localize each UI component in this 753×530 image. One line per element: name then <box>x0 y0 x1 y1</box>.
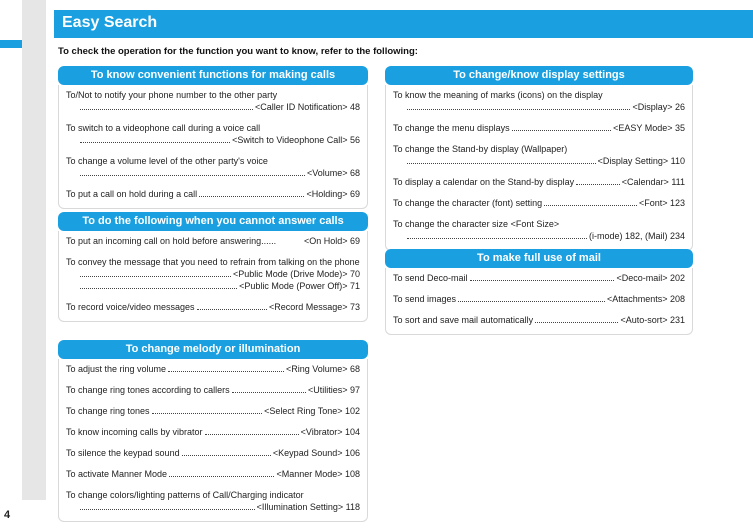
list-item[interactable]: To change ring tones <Select Ring Tone> 102 <box>66 406 360 416</box>
sidebar <box>0 0 48 530</box>
sidebar-strip <box>22 0 46 500</box>
section-body <box>58 231 368 322</box>
section-mail <box>385 249 693 335</box>
list-item[interactable]: To change the menu displays <EASY Mode> 35 <box>393 123 685 133</box>
section-cannot-answer <box>58 212 368 322</box>
page-header <box>54 10 753 38</box>
section-display-settings <box>385 66 693 251</box>
list-item[interactable]: To change the character size <Font Size> (i-mode) 182, (Mail) 234 <box>393 219 685 241</box>
page-title: Easy Search <box>62 14 158 31</box>
list-item[interactable]: To put a call on hold during a call <Holding> 69 <box>66 189 360 199</box>
list-item[interactable]: To silence the keypad sound <Keypad Sound> 106 <box>66 448 360 458</box>
list-item[interactable]: To sort and save mail automatically <Auto-sort> 231 <box>393 315 685 325</box>
list-item[interactable]: To change ring tones according to callers <Utilities> 97 <box>66 385 360 395</box>
section-title: To know convenient functions for making calls <box>58 66 368 85</box>
section-body <box>385 268 693 335</box>
list-item[interactable]: To change a volume level of the other party's voice <Volume> 68 <box>66 156 360 178</box>
section-title: To make full use of mail <box>385 249 693 268</box>
section-title: To do the following when you cannot answer calls <box>58 212 368 231</box>
list-item[interactable]: To know incoming calls by vibrator <Vibrator> 104 <box>66 427 360 437</box>
list-item[interactable]: To send Deco-mail <Deco-mail> 202 <box>393 273 685 283</box>
list-item[interactable]: To display a calendar on the Stand-by display <Calendar> 111 <box>393 177 685 187</box>
list-item[interactable]: To activate Manner Mode <Manner Mode> 108 <box>66 469 360 479</box>
sidebar-tab-marker <box>0 40 22 48</box>
list-item[interactable]: To change the character (font) setting <Font> 123 <box>393 198 685 208</box>
section-body <box>58 85 368 209</box>
section-body <box>385 85 693 251</box>
section-title: To change/know display settings <box>385 66 693 85</box>
list-item[interactable]: To record voice/video messages <Record Message> 73 <box>66 302 360 312</box>
list-item[interactable]: To put an incoming call on hold before answering...... <On Hold> 69 <box>66 236 360 246</box>
list-item[interactable]: To adjust the ring volume <Ring Volume> 68 <box>66 364 360 374</box>
section-melody-illumination <box>58 340 368 522</box>
list-item[interactable]: To switch to a videophone call during a voice call <Switch to Videophone Call> 56 <box>66 123 360 145</box>
list-item[interactable]: To know the meaning of marks (icons) on the display <Display> 26 <box>393 90 685 112</box>
section-title: To change melody or illumination <box>58 340 368 359</box>
list-item[interactable]: To send images <Attachments> 208 <box>393 294 685 304</box>
section-convenient-calls <box>58 66 368 209</box>
list-item[interactable]: To change colors/lighting patterns of Call/Charging indicator <Illumination Setting> 118 <box>66 490 360 512</box>
intro-text: To check the operation for the function you want to know, refer to the following: <box>58 46 418 57</box>
section-body <box>58 359 368 522</box>
list-item[interactable]: To convey the message that you need to refrain from talking on the phone <Public Mode (Drive Mode)> 70 <Public Mode (Power Off)> 71 <box>66 257 360 291</box>
list-item[interactable]: To change the Stand-by display (Wallpaper) <Display Setting> 110 <box>393 144 685 166</box>
list-item[interactable]: To/Not to notify your phone number to the other party <Caller ID Notification> 48 <box>66 90 360 112</box>
page-number: 4 <box>4 509 11 521</box>
